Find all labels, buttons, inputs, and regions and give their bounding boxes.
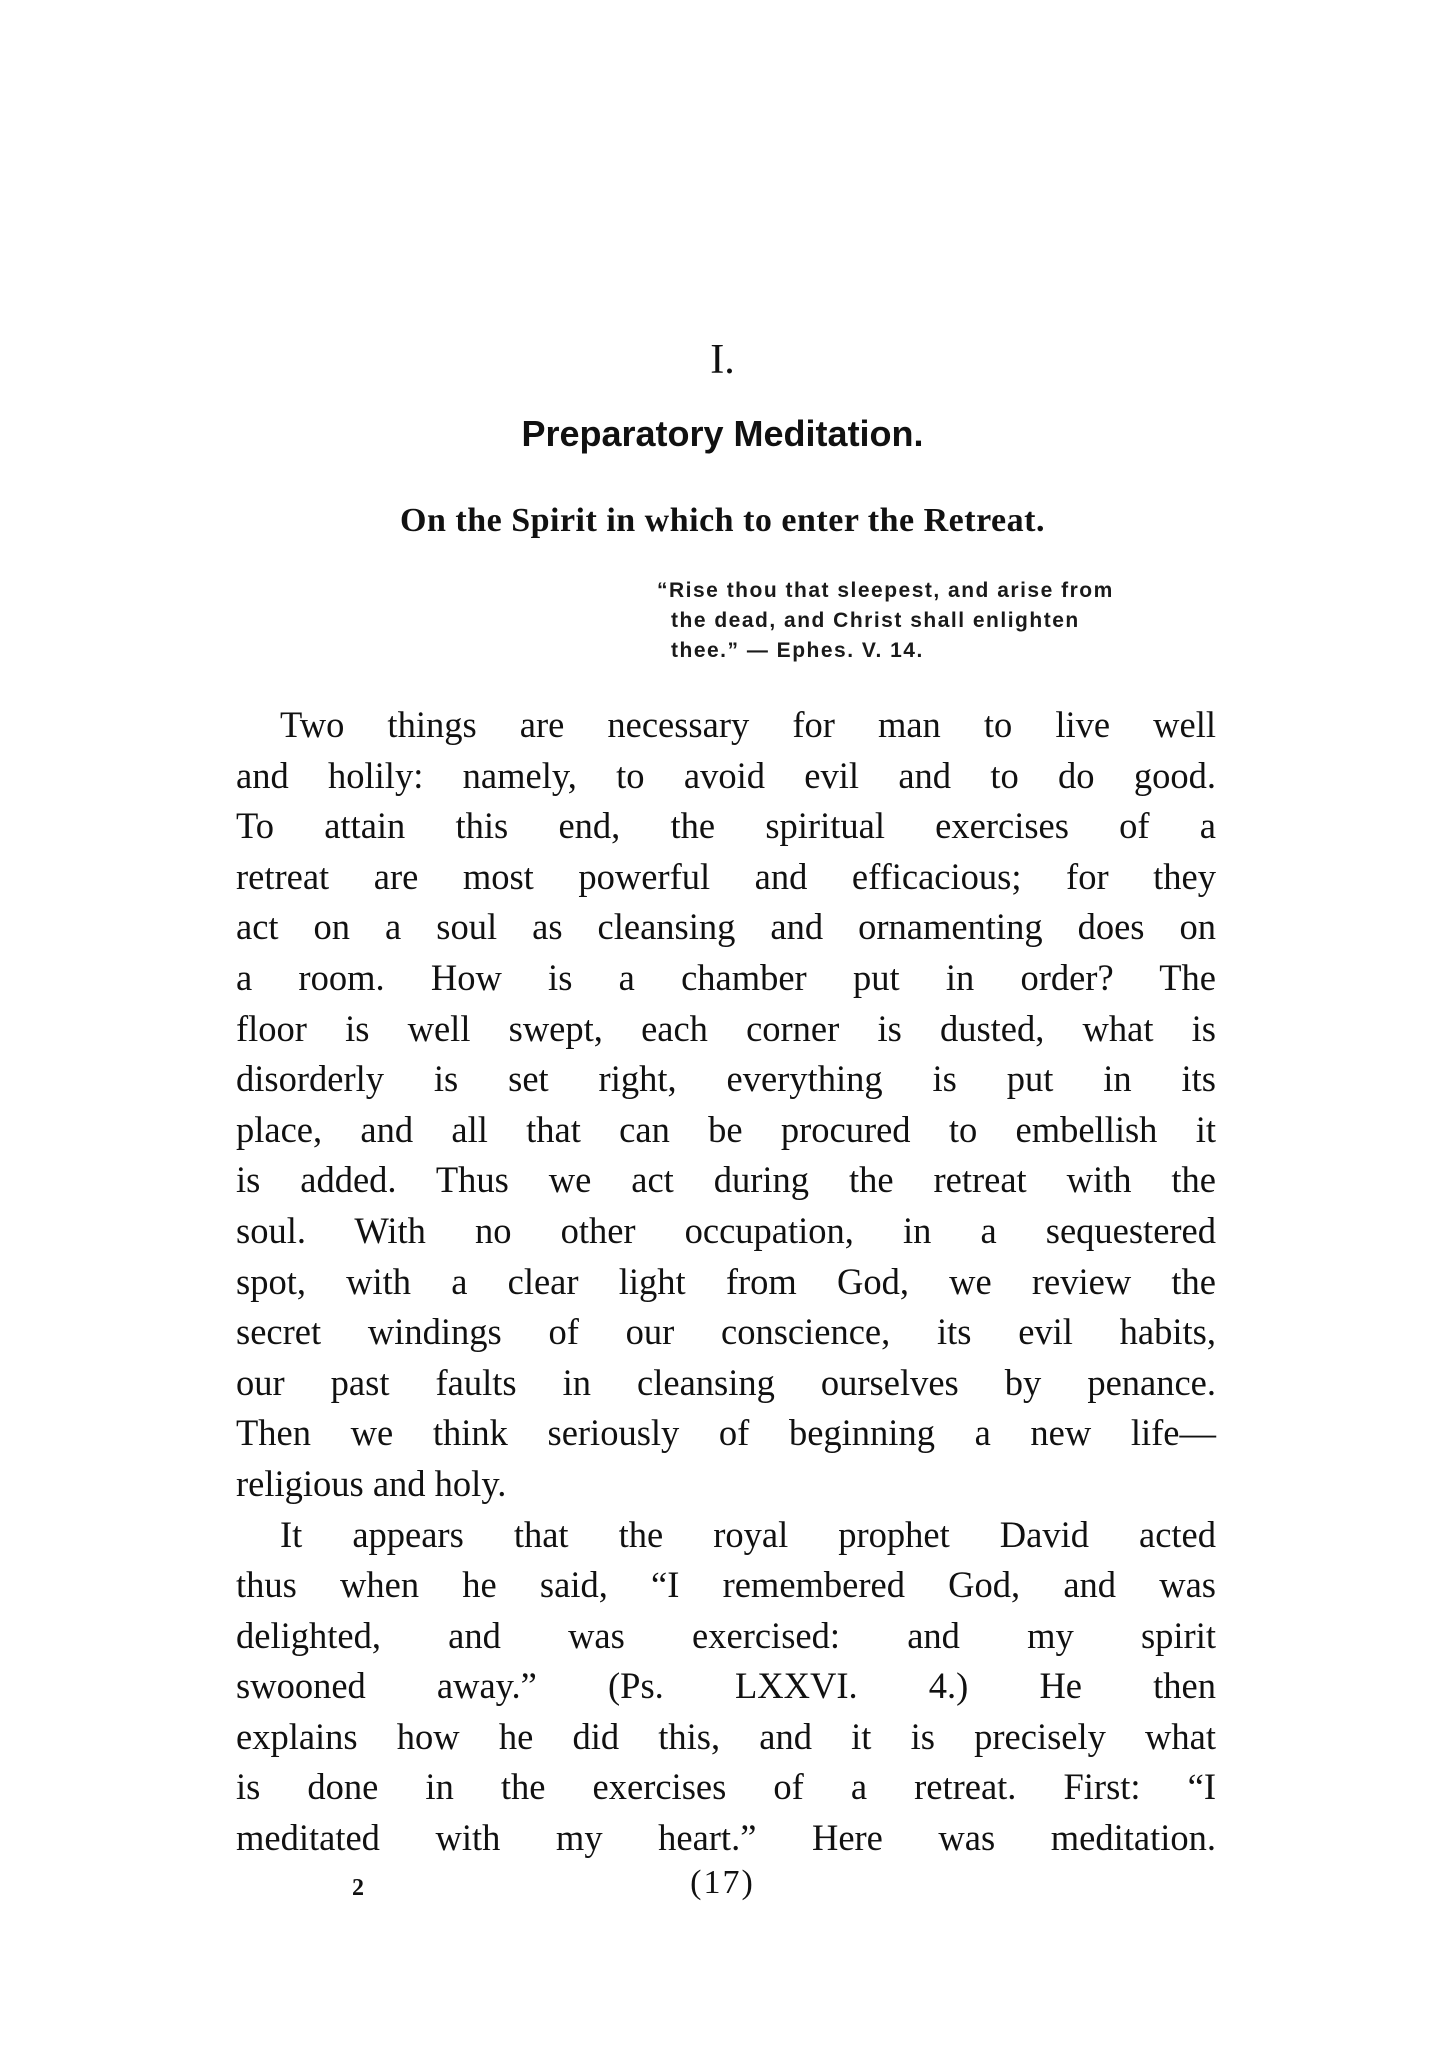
text-line: floor is well swept, each corner is dusted, what is [236,1007,1216,1049]
text-line: Then we think seriously of beginning a new life— [236,1412,1216,1454]
chapter-title: Preparatory Meditation. [521,413,924,454]
text-line: act on a soul as cleansing and ornamenting does on [236,906,1216,948]
text-line: religious and holy. [236,1462,507,1504]
epigraph-line: “Rise thou that sleepest, and arise from [657,579,1114,602]
epigraph-line: thee.” — Ephes. V. 14. [671,639,924,662]
chapter-subtitle: On the Spirit in which to enter the Retreat. [400,502,1045,539]
text-line: place, and all that can be procured to embellish it [236,1108,1216,1150]
text-line: soul. With no other occupation, in a sequestered [236,1209,1216,1251]
text-line: To attain this end, the spiritual exercises of a [236,805,1216,847]
text-line: disorderly is set right, everything is put in its [236,1058,1216,1100]
chapter-number: I. [710,337,735,383]
signature-mark: 2 [352,1875,364,1901]
text-line: is added. Thus we act during the retreat with the [236,1159,1216,1201]
text-line: secret windings of our conscience, its evil habits, [236,1311,1216,1353]
epigraph [657,576,1227,666]
text-line: and holily: namely, to avoid evil and to do good. [236,754,1216,796]
text-line: our past faults in cleansing ourselves by penance. [236,1361,1216,1403]
text-line: swooned away.” (Ps. LXXVI. 4.) He then [236,1665,1216,1707]
text-line: delighted, and was exercised: and my spirit [236,1614,1216,1656]
text-line: Two things are necessary for man to live well [280,704,1216,745]
text-line: a room. How is a chamber put in order? The [236,956,1216,998]
text-line: explains how he did this, and it is precisely what [236,1715,1216,1757]
text-line: spot, with a clear light from God, we review the [236,1260,1216,1302]
epigraph-line: the dead, and Christ shall enlighten [671,609,1080,632]
text-line: is done in the exercises of a retreat. First: “I [236,1766,1216,1808]
text-line: retreat are most powerful and efficacious; for they [236,855,1216,897]
text-line: thus when he said, “I remembered God, and was [236,1564,1216,1606]
text-line: It appears that the royal prophet David acted [280,1513,1216,1555]
body-text [236,700,1216,1864]
text-line: meditated with my heart.” Here was meditation. [236,1817,1216,1859]
page-number: (17) [690,1864,755,1901]
